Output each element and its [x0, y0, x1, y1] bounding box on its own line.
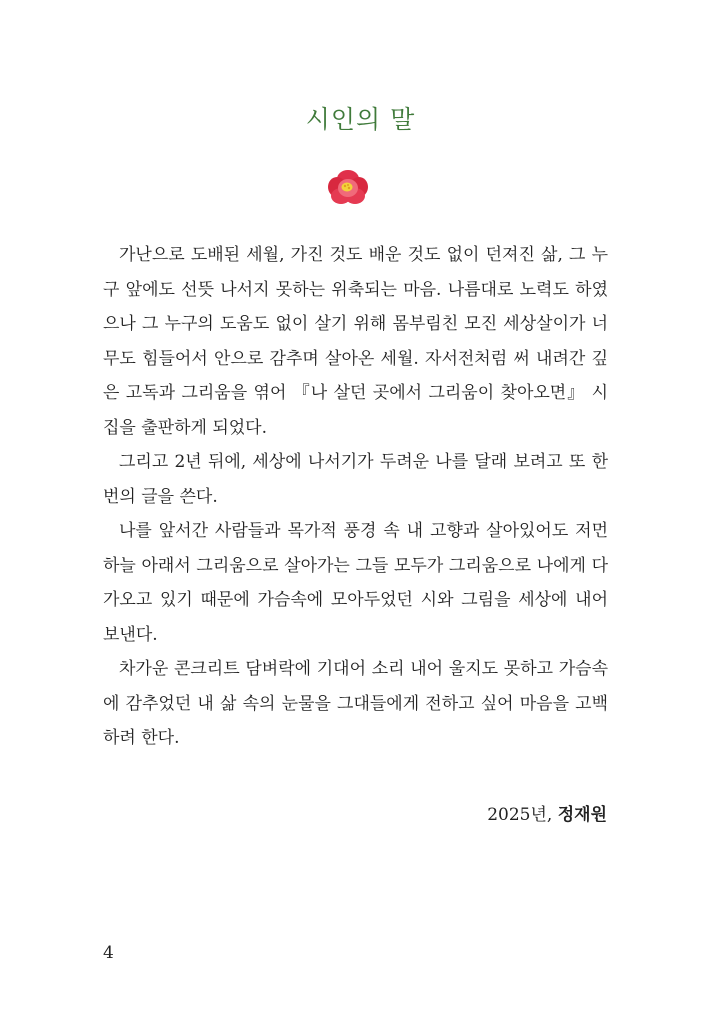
preface-body — [103, 238, 608, 756]
paragraph: 차가운 콘크리트 담벼락에 기대어 소리 내어 울지도 못하고 가슴속에 감추었던 내 삶 속의 눈물을 그대들에게 전하고 싶어 마음을 고백하려 한다. — [103, 659, 608, 748]
signature-year: 2025년, — [487, 805, 553, 825]
author-name: 정재원 — [557, 805, 607, 825]
page-title: 시인의 말 — [305, 105, 416, 134]
page-number: 4 — [103, 943, 114, 963]
paragraph: 가난으로 도배된 세월, 가진 것도 배운 것도 없이 던져진 삶, 그 누구 앞에도 선뜻 나서지 못하는 위축되는 마음. 나름대로 노력도 하였으나 그 누구의 도움도 없이 살기 위해 몸부림친 모진 세상살이가 너무도 힘들어서 안으로 감추며 살아온 세월. 자서전처럼 써 내려간 깊은 고독과 그리움을 엮어 『나 살던 곳에서 그리움이 찾아오면』 시집을 출판하게 되었다. — [103, 245, 608, 438]
signature — [487, 798, 607, 832]
paragraph: 나를 앞서간 사람들과 목가적 풍경 속 내 고향과 살아있어도 저먼 하늘 아래서 그리움으로 살아가는 그들 모두가 그리움으로 나에게 다가오고 있기 때문에 가슴속에 모아두었던 시와 그림을 세상에 내어 보낸다. — [103, 521, 608, 645]
camellia-flower-icon — [328, 169, 368, 205]
paragraph: 그리고 2년 뒤에, 세상에 나서기가 두려운 나를 달래 보려고 또 한 번의 글을 쓴다. — [103, 452, 608, 507]
